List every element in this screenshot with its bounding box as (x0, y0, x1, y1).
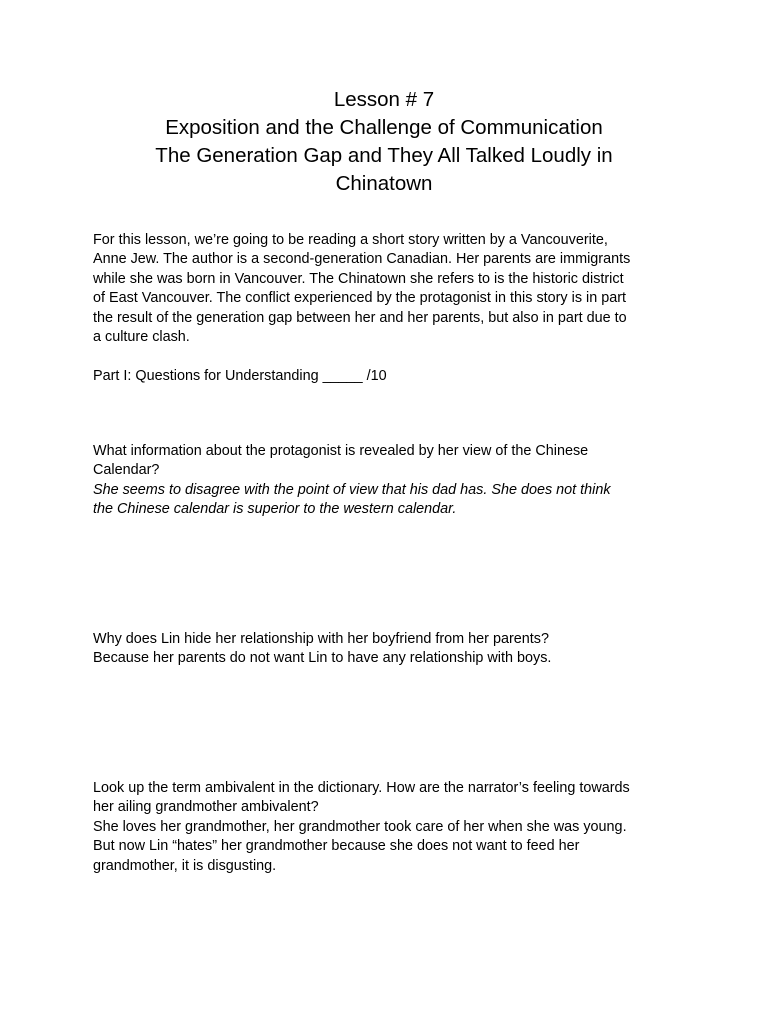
title-line: Exposition and the Challenge of Communication (165, 116, 603, 139)
intro-line: the result of the generation gap between her and her parents, but also in part due to (93, 309, 627, 326)
question-1 (93, 442, 683, 481)
question-3 (93, 779, 683, 818)
answer-text: But now Lin “hates” her grandmother because she does not want to feed her (93, 838, 580, 855)
intro-line: Anne Jew. The author is a second-generation Canadian. Her parents are immigrants (93, 251, 631, 268)
question-text: her ailing grandmother ambivalent? (93, 799, 319, 816)
question-text: Look up the term ambivalent in the dictionary. How are the narrator’s feeling towards (93, 780, 630, 796)
answer-text: Because her parents do not want Lin to have any relationship with boys. (93, 650, 552, 666)
intro-paragraph (93, 231, 683, 347)
answer-text: grandmother, it is disgusting. (93, 857, 277, 874)
part-heading (93, 367, 683, 386)
title-line: Lesson # 7 (333, 88, 435, 111)
answer-text: the Chinese calendar is superior to the western calendar. (93, 501, 457, 518)
answer-2 (93, 649, 683, 668)
question-2 (93, 630, 683, 649)
question-text: Calendar? (93, 462, 160, 479)
intro-line: while she was born in Vancouver. The Chinatown she refers to is the historic district (93, 270, 624, 287)
answer-3 (93, 818, 683, 876)
question-text: Why does Lin hide her relationship with her boyfriend from her parents? (93, 631, 549, 647)
part-heading-text: Part I: Questions for Understanding _____ /10 (93, 368, 387, 384)
answer-text: She seems to disagree with the point of view that his dad has. She does not think (93, 482, 611, 498)
title-line: Chinatown (335, 172, 433, 195)
intro-line: For this lesson, we’re going to be reading a short story written by a Vancouverite, (93, 232, 608, 248)
intro-line: of East Vancouver. The conflict experienced by the protagonist in this story is in part (93, 290, 627, 307)
title-line: The Generation Gap and They All Talked Loudly in (155, 144, 613, 167)
lesson-title (90, 86, 678, 198)
answer-text: She loves her grandmother, her grandmother took care of her when she was young. (93, 819, 627, 835)
answer-1 (93, 481, 683, 520)
question-text: What information about the protagonist is revealed by her view of the Chinese (93, 443, 589, 459)
intro-line: a culture clash. (93, 329, 190, 346)
